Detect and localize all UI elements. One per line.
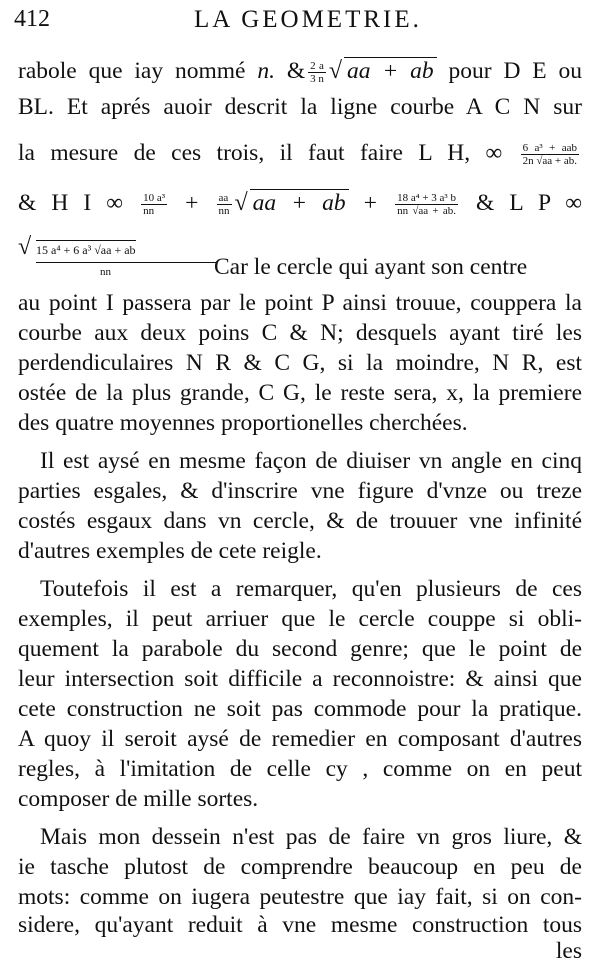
text-line: d'autres exemples de cete reigle.	[18, 538, 322, 564]
fraction-bar	[36, 262, 216, 263]
text-line: ostée de la plus grande, C G, le reste sera, x, la premiere	[18, 380, 582, 406]
page-header	[14, 4, 586, 40]
text-line: cete construction ne soit pas commode pour la pratique.	[18, 696, 582, 722]
text-line: costés esgaux dans vn cercle, & de trouuer vne infinité	[18, 508, 582, 534]
text-line: Mais mon dessein n'est pas de faire vn gros liure, &	[40, 824, 582, 850]
text-line: mots: comme on iugera peutestre que iay fait, si on con-	[18, 884, 582, 910]
fraction: $\frac{\text{18 a⁴ + 3 a³ b}}{nn √aa + ab.}$	[397, 192, 456, 218]
text-line: regles, à l'imitation de celle cy , comme on en peut	[18, 756, 582, 782]
text-line: leur intersection soit difficile a reconnoistre: & ainsi que	[18, 666, 582, 692]
fraction: $\frac{aa}{nn}$	[218, 192, 230, 218]
text-span: +	[185, 190, 199, 216]
text-line: courbe aux deux poins C & N; desquels ayant tiré les	[18, 320, 582, 346]
fraction: $\frac{\text{10 a³}}{nn}$	[143, 192, 166, 218]
text-line	[18, 138, 582, 168]
formula-denominator: nn	[100, 266, 111, 278]
radicand: aa + ab	[344, 57, 437, 84]
text-line: Il est aysé en mesme façon de diuiser vn angle en cinq	[40, 448, 582, 474]
text-line: exemples, il peut arriuer que le cercle couppe si obli-	[18, 606, 582, 632]
text-line	[18, 56, 582, 86]
text-line: Car le cercle qui ayant son centre	[214, 254, 528, 280]
text-span: &	[286, 58, 306, 84]
text-line: Toutefois il est a remarquer, qu'en plusieurs de ces	[40, 576, 582, 602]
radical-formula	[18, 234, 218, 280]
text-span: pour D E ou	[448, 58, 583, 84]
page-number: 412	[14, 6, 50, 32]
text-line: parties esgales, & d'inscrire vne figure d'vnze ou treze	[18, 478, 582, 504]
text-line: quement la parabole du second genre; que le point de	[18, 636, 582, 662]
text-line: des quatre moyennes proportionelles cherchées.	[18, 410, 468, 436]
math-variable: n.	[257, 58, 275, 84]
text-line: sidere, qu'ayant reduit à vne mesme construction tous	[18, 912, 582, 938]
text-line: perdendiculaires N R & C G, si la moindre, N R, est	[18, 350, 582, 376]
fraction: $\frac{2 a}{3 n}$	[310, 60, 324, 86]
text-line: A quoy il seroit aysé de remedier en composant d'autres	[18, 726, 582, 752]
formula-numerator: 15 a⁴ + 6 a³ √aa + ab	[36, 240, 136, 258]
text-span: +	[363, 190, 378, 216]
running-head: LA GEOMETRIE.	[194, 6, 422, 33]
text-span: rabole que iay nommé	[18, 58, 246, 84]
text-line: ie tasche plutost de comprendre beaucoup en peu de	[18, 854, 582, 880]
radicand: aa + ab	[250, 189, 349, 216]
text-span: & L P ∞	[476, 190, 582, 216]
text-line: au point I passera par le point P ainsi trouue, couppera la	[18, 290, 582, 316]
radical-sign: √	[18, 234, 32, 260]
fraction: $\frac{\text{6 a³ + aab}}{2n √aa + ab.}$	[522, 142, 577, 168]
text-span: & H I ∞	[18, 190, 124, 216]
text-line: composer de mille sortes.	[18, 786, 259, 812]
text-span: la mesure de ces trois, il faut faire L H, ∞	[18, 140, 503, 166]
text-line	[18, 188, 582, 218]
catchword: les	[555, 938, 582, 964]
radical-sign: √	[328, 58, 343, 84]
radical-sign: √	[234, 190, 248, 216]
text-line: BL. Et aprés auoir descrit la ligne courbe A C N sur	[18, 94, 582, 120]
